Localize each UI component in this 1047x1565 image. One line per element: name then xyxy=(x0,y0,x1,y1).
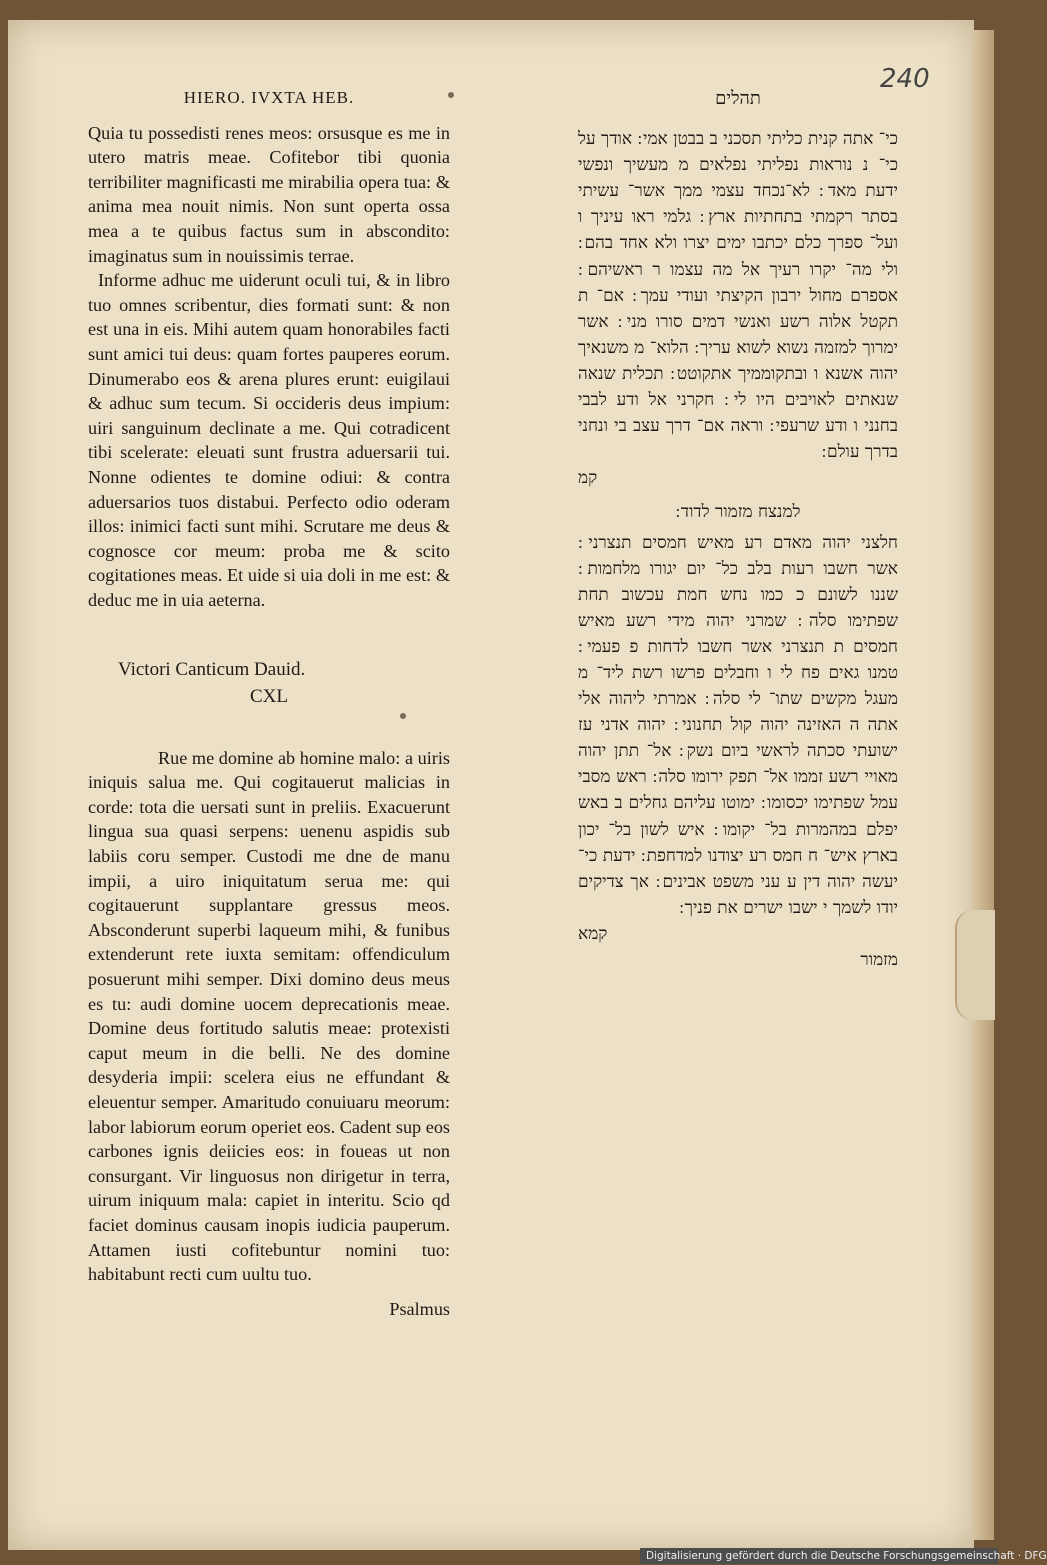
hebrew-running-head: תהלים xyxy=(715,88,761,109)
hebrew-column xyxy=(578,86,898,973)
latin-paragraph: Informe adhuc me uiderunt oculi tui, & in libro tuo omnes scribentur, dies formati sunt: & non est una in eis. Mihi autem quam honorabiles facti sunt amici tui deus: quam fortes pauperes eorum. Dinumerabo eos & arena plures erunt: euigilaui & adhuc sum tecum. Si occideris deus impium: uiri sanguinum declinate a me. Qui cotradicent tibi scelerate: eleuati sunt frustra aduersarii tui. Nonne odientes te domine odiui: & contra aduersarios tuos distabui. Perfecto odio oderam illos: inimici facti sunt mihi. Scrutare me deus & cognosce cor meum: proba me & scito cogitationes meas. Et uide si uia doli in me est: & deduc me in uia aeterna. xyxy=(88,270,450,610)
hebrew-catchword: קמ xyxy=(578,468,598,489)
hebrew-paragraph: כי־ אתה קנית כליתי תסכני ב בבטן אמי ׃ אודך על כי־ נ נוראות נפליתי נפלאים מ מעשיך ונפשי ידעת מאד ׃ לא־נכחד עצמי ממך אשר־ עשיתי בסתר רקמתי בתחתיות ארץ ׃ גלמי ראו עיניך ו ועל־ ספרך כלם יכתבו ימים יצרו ולא אחד בהם ׃ ולי מה־ יקרו רעיך אל מה עצמו ר ראשיהם ׃ אספרם מחול ירבון הקיצתי ועודי עמך ׃ אם־ ת תקטל אלוה רשע ואנשי דמים סורו מני ׃ אשר ימרוך למזמה נשוא לשוא עריך ׃ הלוא־ מ משנאיך יהוה אשנא ו ובתקוממיך אתקוטט ׃ תכלית שנאה שנאתים לאויבים היו לי ׃ חקרני אל ודע לבבי בחנני ו ודע שרעפי ׃ וראה אם־ דרך עצב בי ונחני בדרך עולם ׃ xyxy=(578,129,898,463)
folio-number: 240 xyxy=(880,64,930,94)
hebrew-superscription: למנצח מזמור לדוד ׃ xyxy=(675,502,801,523)
latin-column xyxy=(88,86,450,1321)
hebrew-catchword xyxy=(578,921,898,947)
latin-running-head: HIERO. IVXTA HEB. xyxy=(183,88,355,107)
page-edge xyxy=(972,30,994,1540)
latin-catchword: Psalmus xyxy=(389,1298,450,1319)
page-clip xyxy=(955,910,995,1020)
hebrew-paragraph: חלצני יהוה מאדם רע מאיש חמסים תנצרני ׃ אשר חשבו רעות בלב כל־ יום יגורו מלחמות ׃ שננו לשונם כ כמו נחש חמת עכשוב תחת שפתימו סלה ׃ שמרני יהוה מידי רשע מאיש חמסים ת תנצרני אשר חשבו לדחות פ פעמי ׃ טמנו גאים פח לי ו וחבלים פרשו רשת ליד־ מ מעגל מקשים שתו־ לי סלה ׃ אמרתי ליהוה אלי אתה ה האזינה יהוה קול תחנוני ׃ יהוה אדני עז ישועתי סכתה לראשי ביום נשק ׃ אל־ תתן יהוה מאויי רשע זממו אל־ תפק ירומו סלה ׃ ראש מסבי עמל שפתימו יכסומו ׃ ימוטו עליהם גחלים ב באש יפלם במהמרות בל־ יקומו ׃ איש לשון בל־ יכון בארץ איש־ ח חמס רע יצודנו למדחפת ׃ ידעת כי־ יעשה יהוה דין ע עני משפט אבינים ׃ אך צדיקים יודו לשמך י ישבו ישרים את פניך ׃ xyxy=(578,532,898,918)
psalm-heading: Victori Canticum Dauid. xyxy=(118,659,306,681)
hebrew-catchword: מזמור xyxy=(860,950,898,970)
psalm-number: CXL xyxy=(250,686,288,708)
ink-dot xyxy=(448,92,454,98)
ink-dot xyxy=(400,713,406,719)
latin-paragraph: Rue me domine ab homine malo: a uiris iniquis salua me. Qui cogitauerut malicias in corde: tota die uersati sunt in preliis. Exacuerunt lingua sua quasi serpens: uenenu aspidis sub labiis coru semper. Custodi me dne de manu impii, a uiro iniquitatum serua me: qui cogitauerunt supplantare gressus meos. Absconderunt superbi laqueum mihi, & funibus extenderunt rete iuxta semitam: offendiculum posuerunt mihi semper. Dixi domino deus meus es tu: audi domine uocem deprecationis meae. Domine deus fortitudo salutis meae: protexisti caput meum in die belli. Ne des domine desyderia impii: scelera eius ne effundant & eleuentur semper. Amaritudo conuiuaru meorum: labor labiorum eorum operiet eos. Cadent sup eos carbones ignis deiicies eos: in foueas ut non consurgant. Vir linguosus non dirigetur in terra, uirum iniquum mala: capiet in interitu. Scio qd faciet dominus causam inopis iudicia pauperum. Attamen iusti cofitebuntur nomini tuo: habitabunt recti cum uultu tuo. xyxy=(88,747,450,1285)
hebrew-catchword-2: קמא xyxy=(578,923,608,944)
latin-paragraph: Quia tu possedisti renes meos: orsusque es me in utero matris meae. Cofitebor tibi quonia terribiliter magnificasti me mirabilia opera tua: & anima mea nouit nimis. Non sunt operta ossa mea a te quibus factus sum in abscondito: imaginatus sum in nouissimis terrae. xyxy=(88,122,450,266)
footer-credit: Digitalisierung gefördert durch die Deutsche Forschungsgemeinschaft · DFG xyxy=(640,1548,998,1564)
